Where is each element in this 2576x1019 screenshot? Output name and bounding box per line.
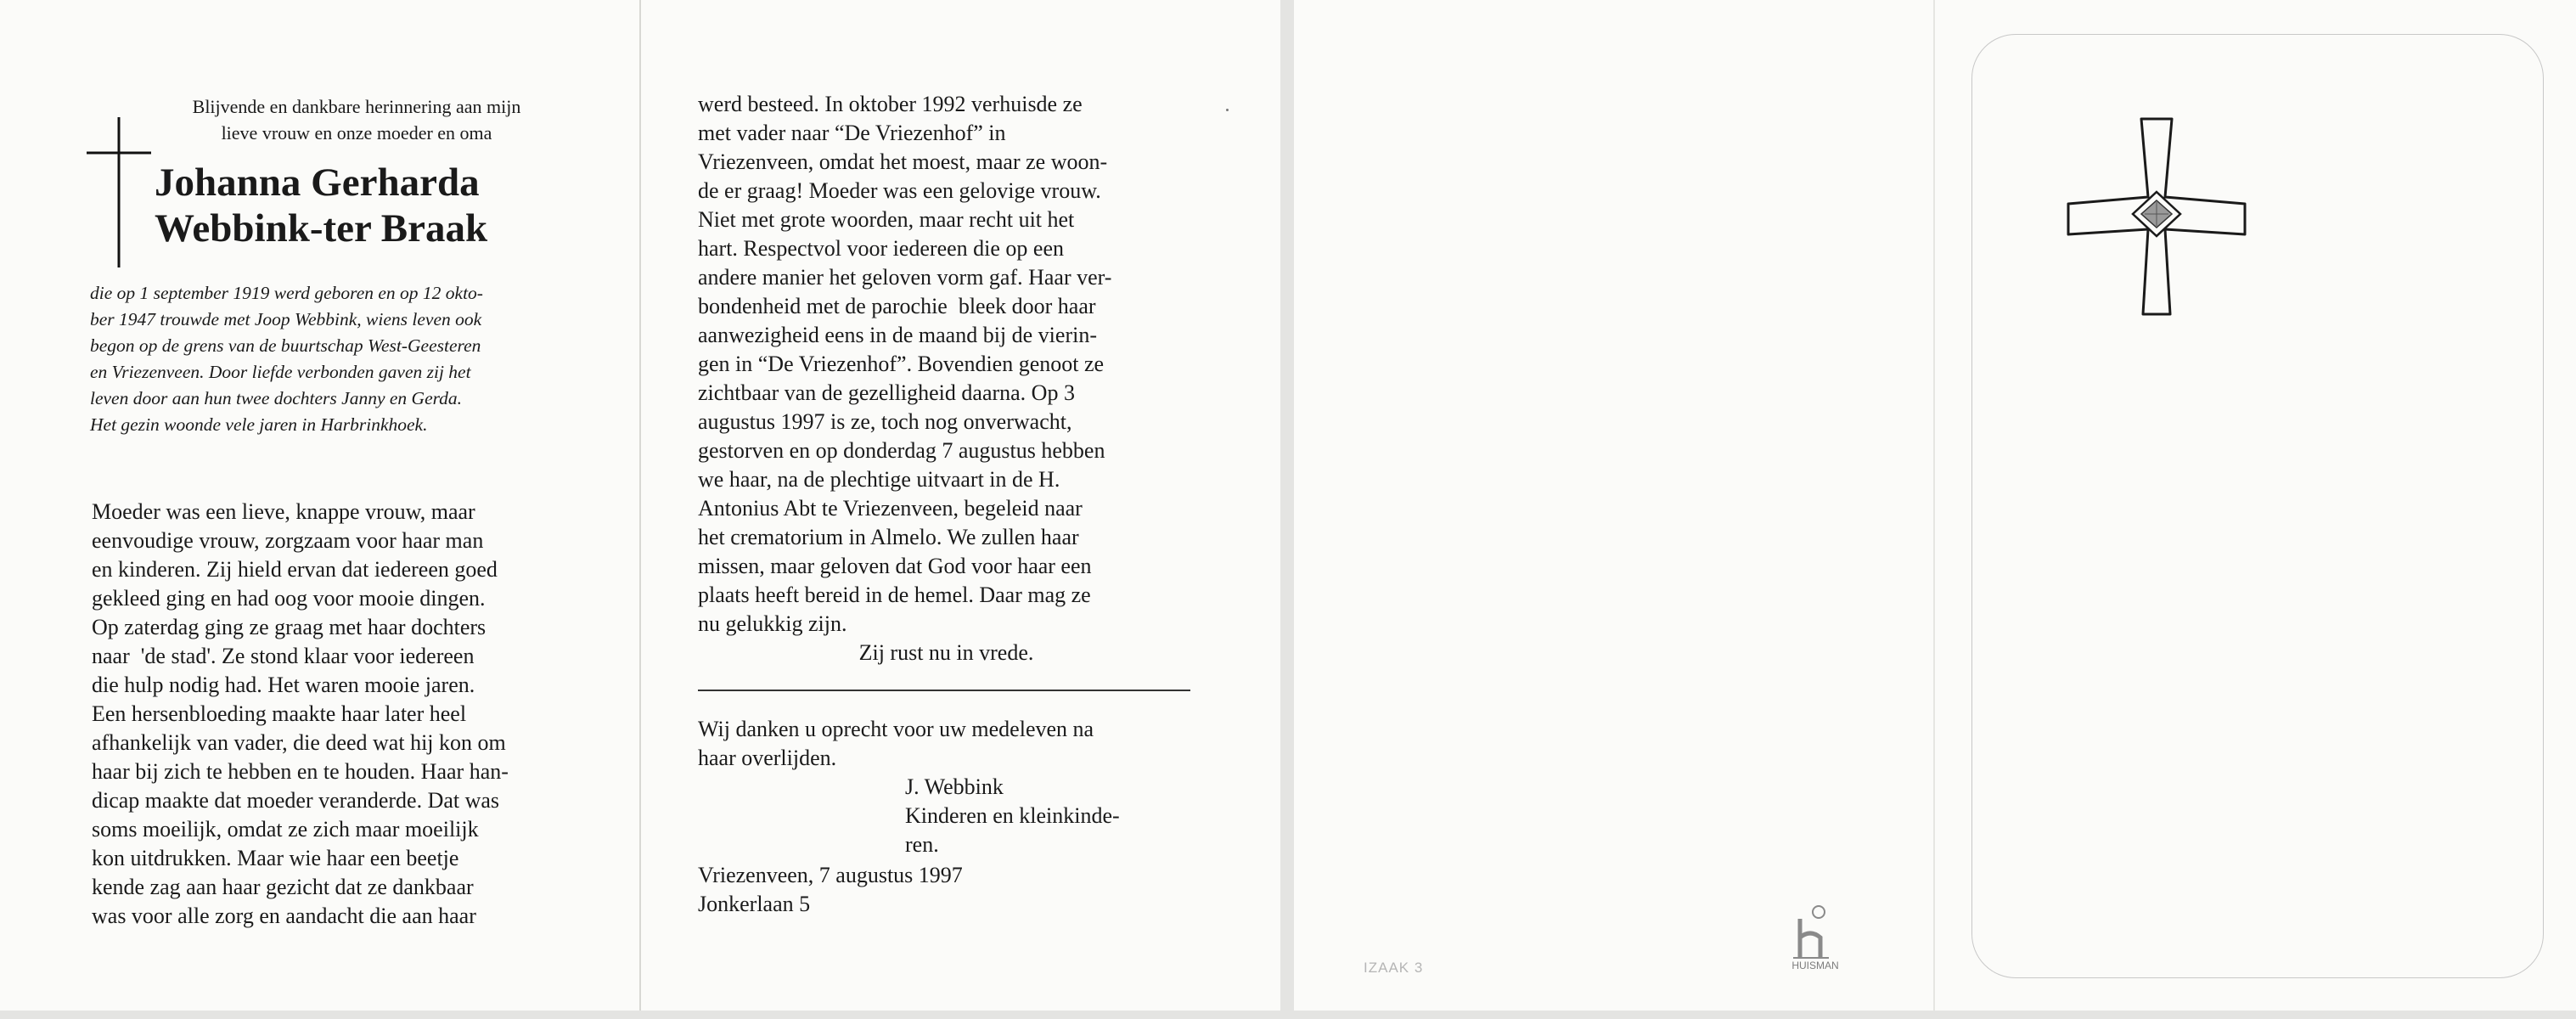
text-line: Vriezenveen, omdat het moest, maar ze woon- xyxy=(698,149,1108,174)
text-line: en kinderen. Zij hield ervan dat iedereen goed xyxy=(92,557,498,582)
text-line: werd besteed. In oktober 1992 verhuisde ze xyxy=(698,92,1083,116)
text-line: Een hersenbloeding maakte haar later heel xyxy=(92,701,467,726)
thanks-line: Wij danken u oprecht voor uw medeleven na xyxy=(698,717,1094,741)
text-line: Niet met grote woorden, maar recht uit het xyxy=(698,207,1075,232)
divider-rule xyxy=(698,690,1190,691)
text-line: gen in “De Vriezenhof”. Bovendien genoot ze xyxy=(698,352,1105,376)
text-line: die hulp nodig had. Het waren mooie jaren. xyxy=(92,673,475,697)
text-line: met vader naar “De Vriezenhof” in xyxy=(698,121,1006,145)
address: Jonkerlaan 5 xyxy=(698,892,811,916)
text-column-right xyxy=(698,90,1195,667)
intro-line: lieve vrouw en onze moeder en oma xyxy=(221,122,492,144)
text-line: missen, maar geloven dat God voor haar een xyxy=(698,554,1092,578)
memorial-header xyxy=(85,93,594,267)
closing-line: Zij rust nu in vrede. xyxy=(858,640,1034,665)
text-line: gekleed ging en had oog voor mooie dingen. xyxy=(92,586,486,611)
intro-line: Blijvende en dankbare herinnering aan mijn xyxy=(192,96,521,117)
name-line: Johanna Gerharda xyxy=(155,160,480,205)
text-line: de er graag! Moeder was een gelovige vrouw. xyxy=(698,178,1101,203)
text-line: Antonius Abt te Vriezenveen, begeleid naar xyxy=(698,496,1083,521)
text-line: we haar, na de plechtige uitvaart in de H. xyxy=(698,467,1060,492)
deceased-name xyxy=(155,160,596,251)
text-line: haar bij zich te hebben en te houden. Haar han- xyxy=(92,759,509,784)
intro-text xyxy=(136,93,577,146)
text-line: andere manier het geloven vorm gaf. Haar ver- xyxy=(698,265,1112,290)
text-line: het crematorium in Almelo. We zullen haar xyxy=(698,525,1079,549)
text-line: hart. Respectvol voor iedereen die op een xyxy=(698,236,1064,261)
cross-emblem-icon xyxy=(2056,110,2257,323)
text-column-left xyxy=(92,498,588,931)
text-line: Moeder was een lieve, knappe vrouw, maar xyxy=(92,499,475,524)
text-line: plaats heeft bereid in de hemel. Daar mag ze xyxy=(698,583,1091,607)
fold-line-right xyxy=(1933,0,1935,1011)
text-line: soms moeilijk, omdat ze zich maar moeilijk xyxy=(92,817,479,842)
thanks-line: haar overlijden. xyxy=(698,746,837,770)
text-line: was voor alle zorg en aandacht die aan haar xyxy=(92,904,476,928)
biography-italic xyxy=(90,280,591,438)
text-line: kende zag aan haar gezicht dat ze dankbaar xyxy=(92,875,474,899)
place-date-block xyxy=(698,861,1195,919)
text-line: eenvoudige vrouw, zorgzaam voor haar man xyxy=(92,528,484,553)
text-line: gestorven en op donderdag 7 augustus hebben xyxy=(698,438,1105,463)
text-line: augustus 1997 is ze, toch nog onverwacht, xyxy=(698,409,1072,434)
text-line: naar 'de stad'. Ze stond klaar voor iedereen xyxy=(92,644,475,668)
text-line: Op zaterdag ging ze graag met haar dochters xyxy=(92,615,487,639)
place-date: Vriezenveen, 7 augustus 1997 xyxy=(698,863,963,887)
name-line: Webbink-ter Braak xyxy=(155,206,488,251)
family-line: ren. xyxy=(905,832,939,857)
thanks-block xyxy=(698,715,1195,859)
fold-line-left xyxy=(639,0,641,1011)
text-line: afhankelijk van vader, die deed wat hij kon om xyxy=(92,730,506,755)
printer-logo-text: HUISMAN xyxy=(1791,960,1839,971)
text-line: zichtbaar van de gezelligheid daarna. Op 3 xyxy=(698,380,1075,405)
bio-line: en Vriezenveen. Door liefde verbonden gaven zij het xyxy=(90,362,471,382)
bio-line: begon op de grens van de buurtschap West-Geesteren xyxy=(90,335,481,356)
family-line: Kinderen en kleinkinde- xyxy=(905,803,1120,828)
text-line: aanwezigheid eens in de maand bij de vierin- xyxy=(698,323,1097,347)
bio-line: leven door aan hun twee dochters Janny en Gerda. xyxy=(90,388,463,408)
bio-line: ber 1947 trouwde met Joop Webbink, wiens leven ook xyxy=(90,309,482,329)
text-line: bondenheid met de parochie bleek door haar xyxy=(698,294,1096,318)
bio-line: Het gezin woonde vele jaren in Harbrinkhoek. xyxy=(90,414,428,435)
text-line: kon uitdrukken. Maar wie haar een beetje xyxy=(92,846,459,870)
text-line: dicap maakte dat moeder veranderde. Dat was xyxy=(92,788,500,813)
bio-line: die op 1 september 1919 werd geboren en op 12 okto- xyxy=(90,283,483,303)
paper-speck xyxy=(1226,109,1229,111)
text-line: nu gelukkig zijn. xyxy=(698,611,847,636)
printer-code: IZAAK 3 xyxy=(1364,960,1424,976)
signer-name: J. Webbink xyxy=(905,774,1004,799)
